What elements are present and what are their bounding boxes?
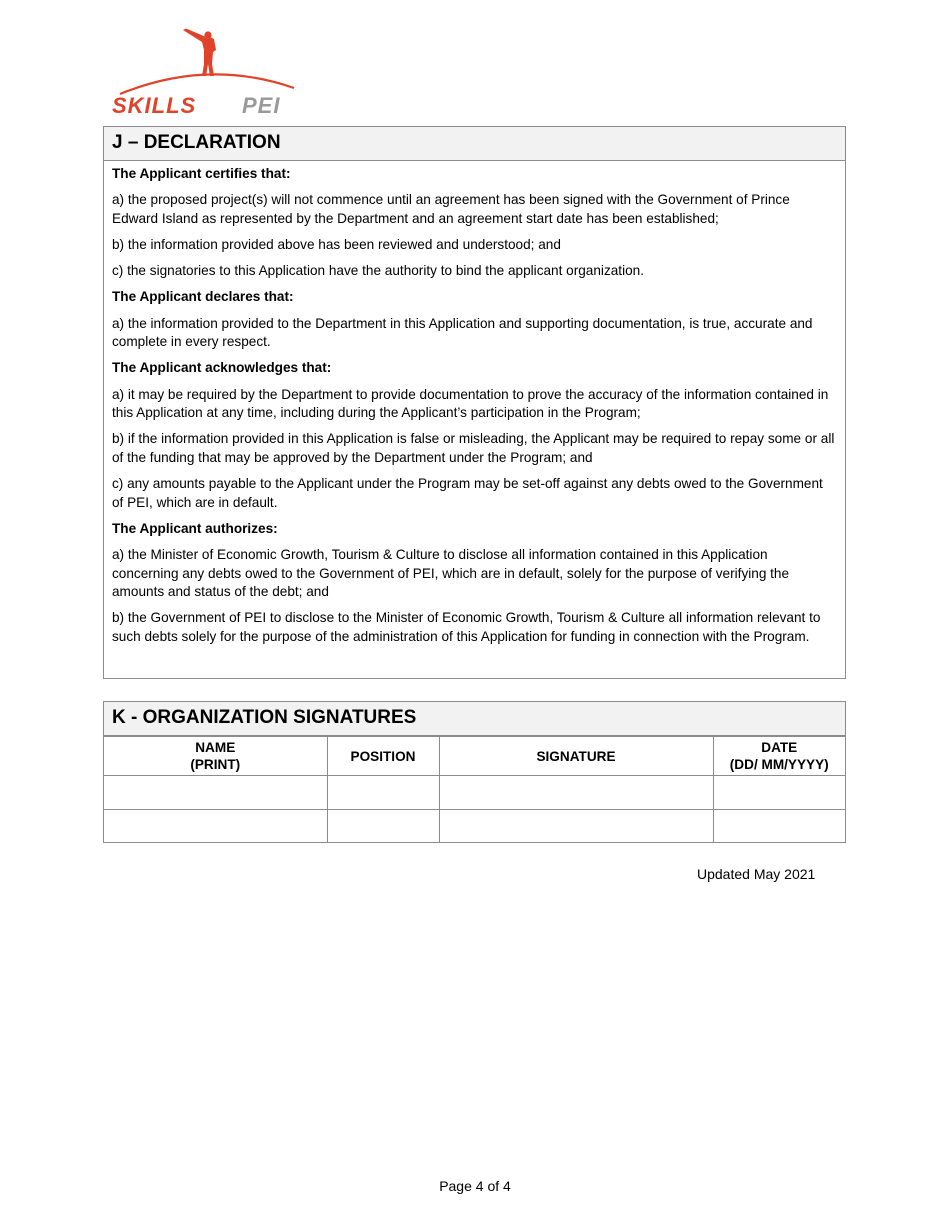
certifies-item-c: c) the signatories to this Application have the authority to bind the applicant organization. (112, 263, 645, 279)
col-header-date-line1: DATE (761, 740, 798, 755)
col-header-name-line2: (PRINT) (190, 757, 241, 772)
signature-cell[interactable] (439, 810, 713, 844)
signatures-table (104, 736, 845, 843)
col-header-signature: SIGNATURE (439, 737, 713, 776)
date-cell[interactable] (713, 810, 845, 844)
date-cell[interactable] (713, 776, 845, 810)
position-cell[interactable] (327, 776, 439, 810)
certifies-item-b: b) the information provided above has been reviewed and understood; and (112, 236, 561, 252)
signatures-header-row (104, 737, 845, 776)
skillspei-logo (110, 28, 310, 118)
authorizes-heading: The Applicant authorizes: (112, 520, 278, 536)
signature-row (104, 810, 845, 844)
signature-cell[interactable] (439, 776, 713, 810)
declares-heading: The Applicant declares that: (112, 289, 294, 305)
figure-icon (183, 29, 216, 77)
col-header-date (713, 737, 845, 776)
authorizes-item-b: b) the Government of PEI to disclose to the Minister of Economic Growth, Tourism & Culture all information relevant to such debts solely for the purpose of the administration of this Application for funding in connection with the Program. (112, 610, 821, 644)
signatures-title: K - ORGANIZATION SIGNATURES (104, 702, 845, 736)
declaration-section (103, 126, 846, 679)
logo-text-skills: SKILLS (112, 93, 197, 118)
declares-item-a: a) the information provided to the Department in this Application and supporting documentation, is true, accurate and complete in every respect. (112, 315, 813, 350)
acknowledges-heading: The Applicant acknowledges that: (112, 360, 332, 376)
col-header-name-line1: NAME (195, 740, 236, 755)
acknowledges-item-c: c) any amounts payable to the Applicant under the Program may be set-off against any debts owed to the Government of PEI, which are in default. (112, 476, 823, 510)
acknowledges-item-b: b) if the information provided in this Application is false or misleading, the Applicant may be required to repay some or all of the funding that may be approved by the Department under the Program; and (112, 431, 835, 465)
position-cell[interactable] (327, 810, 439, 844)
certifies-item-a: a) the proposed project(s) will not commence until an agreement has been signed with the Government of Prince Edward Island as represented by the Department and an agreement start date has been established; (112, 192, 790, 226)
updated-date: Updated May 2021 (697, 866, 816, 882)
name-cell[interactable] (104, 776, 327, 810)
logo-text-pei: PEI (242, 93, 281, 118)
declaration-body (104, 161, 845, 647)
certifies-heading: The Applicant certifies that: (112, 166, 291, 181)
page-number: Page 4 of 4 (439, 1178, 511, 1194)
declaration-title: J – DECLARATION (104, 127, 845, 161)
acknowledges-item-a: a) it may be required by the Department to provide documentation to prove the accuracy of the information contained in this Application at any time, including during the Applicant’s participation in the Program; (112, 386, 829, 421)
name-cell[interactable] (104, 810, 327, 844)
signature-row (104, 776, 845, 810)
col-header-date-line2: (DD/ MM/YYYY) (729, 757, 829, 772)
authorizes-item-a: a) the Minister of Economic Growth, Tourism & Culture to disclose all information contained in this Application concerning any debts owed to the Government of PEI, which are in default, solely for the purpose of verifying the amounts and status of the debt; and (112, 547, 790, 600)
col-header-position: POSITION (327, 737, 439, 776)
signatures-section (103, 701, 846, 843)
horizon-arc (120, 74, 294, 94)
col-header-name (104, 737, 327, 776)
